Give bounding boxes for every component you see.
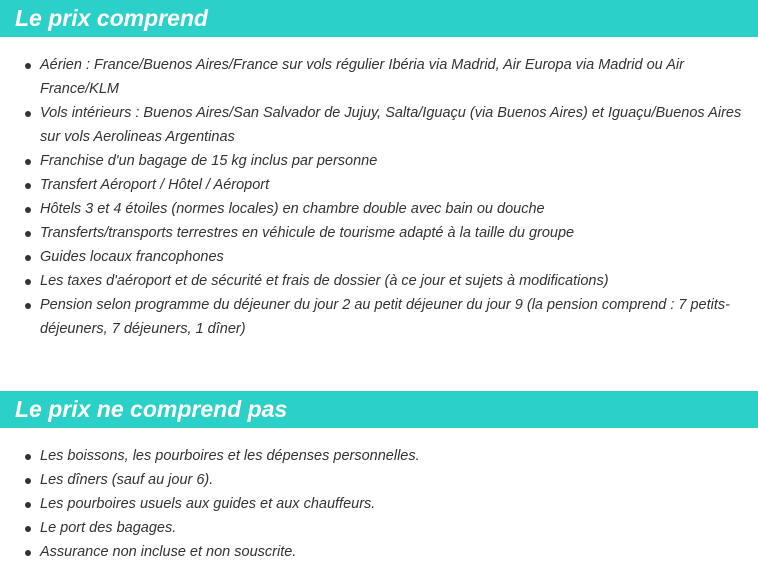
list-item-text: Les taxes d'aéroport et de sécurité et frais de dossier (à ce jour et sujets à modifications) bbox=[40, 273, 609, 289]
bullet-icon bbox=[25, 279, 31, 285]
section-title-price-includes: Le prix comprend bbox=[0, 0, 758, 37]
list-item-text: Guides locaux francophones bbox=[40, 249, 224, 265]
list-item-text: Hôtels 3 et 4 étoiles (normes locales) en chambre double avec bain ou douche bbox=[40, 201, 545, 217]
bullet-icon bbox=[25, 183, 31, 189]
list-item bbox=[0, 221, 758, 245]
list-item-text: Aérien : France/Buenos Aires/France sur vols régulier Ibéria via Madrid, Air Europa via Madrid ou Air France/KLM bbox=[40, 57, 684, 97]
price-excludes-list bbox=[0, 444, 758, 564]
bullet-icon bbox=[25, 526, 31, 532]
bullet-icon bbox=[25, 255, 31, 261]
list-item-text: Les pourboires usuels aux guides et aux chauffeurs. bbox=[40, 496, 376, 512]
list-item bbox=[0, 293, 758, 341]
bullet-icon bbox=[25, 63, 31, 69]
list-item bbox=[0, 101, 758, 149]
list-item-text: Le port des bagages. bbox=[40, 520, 177, 536]
list-item bbox=[0, 492, 758, 516]
list-item-text: Transfert Aéroport / Hôtel / Aéroport bbox=[40, 177, 270, 193]
list-item-text: Assurance non incluse et non souscrite. bbox=[40, 544, 297, 560]
list-item bbox=[0, 444, 758, 468]
list-item bbox=[0, 516, 758, 540]
bullet-icon bbox=[25, 502, 31, 508]
bullet-icon bbox=[25, 454, 31, 460]
list-item-text: Vols intérieurs : Buenos Aires/San Salvador de Jujuy, Salta/Iguaçu (via Buenos Aires) et Iguaçu/Buenos Aires sur vols Aerolineas Argentinas bbox=[40, 105, 742, 145]
list-item bbox=[0, 269, 758, 293]
list-item bbox=[0, 468, 758, 492]
section-title-price-excludes: Le prix ne comprend pas bbox=[0, 391, 758, 428]
list-item bbox=[0, 53, 758, 101]
bullet-icon bbox=[25, 303, 31, 309]
price-includes-list bbox=[0, 53, 758, 341]
list-item bbox=[0, 245, 758, 269]
list-item-text: Franchise d'un bagage de 15 kg inclus par personne bbox=[40, 153, 378, 169]
bullet-icon bbox=[25, 550, 31, 556]
list-item bbox=[0, 149, 758, 173]
bullet-icon bbox=[25, 478, 31, 484]
list-item bbox=[0, 197, 758, 221]
bullet-icon bbox=[25, 111, 31, 117]
list-item-text: Les boissons, les pourboires et les dépenses personnelles. bbox=[40, 448, 420, 464]
bullet-icon bbox=[25, 207, 31, 213]
list-item-text: Les dîners (sauf au jour 6). bbox=[40, 472, 214, 488]
list-item bbox=[0, 173, 758, 197]
bullet-icon bbox=[25, 231, 31, 237]
bullet-icon bbox=[25, 159, 31, 165]
list-item-text: Pension selon programme du déjeuner du jour 2 au petit déjeuner du jour 9 (la pension comprend : 7 petits-déjeuners, 7 déjeuners, 1 dîner) bbox=[40, 297, 730, 337]
list-item-text: Transferts/transports terrestres en véhicule de tourisme adapté à la taille du groupe bbox=[40, 225, 575, 241]
list-item bbox=[0, 540, 758, 564]
